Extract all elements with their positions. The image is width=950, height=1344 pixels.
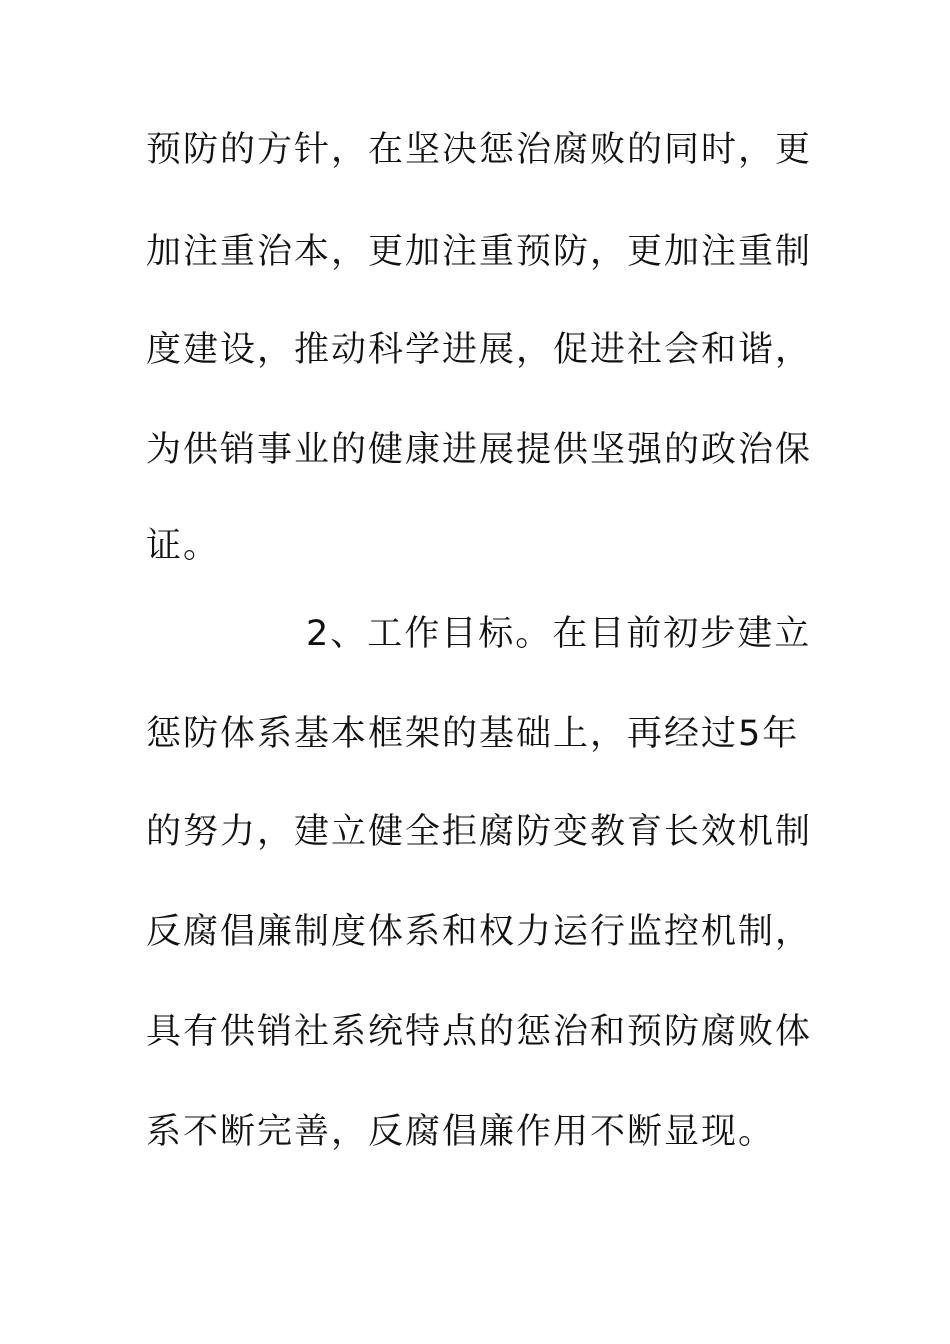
paragraph-line: 惩防体系基本框架的基础上，再经过5年	[146, 714, 800, 754]
paragraph-line: 系不断完善，反腐倡廉作用不断显现。	[146, 1112, 776, 1152]
paragraph-line: 证。	[146, 526, 221, 566]
paragraph-line: 反腐倡廉制度体系和权力运行监控机制，	[146, 912, 813, 952]
paragraph-line: 加注重治本，更加注重预防，更加注重制	[146, 232, 813, 272]
paragraph-line: 具有供销社系统特点的惩治和预防腐败体	[146, 1012, 813, 1052]
paragraph-line: 度建设，推动科学进展，促进社会和谐，	[146, 330, 813, 370]
section-heading-line: 2、工作目标。在目前初步建立	[306, 614, 812, 654]
paragraph-line: 为供销事业的健康进展提供坚强的政治保	[146, 430, 813, 470]
paragraph-line: 预防的方针，在坚决惩治腐败的同时，更	[146, 130, 813, 170]
paragraph-line: 的努力，建立健全拒腐防变教育长效机制	[146, 812, 813, 852]
